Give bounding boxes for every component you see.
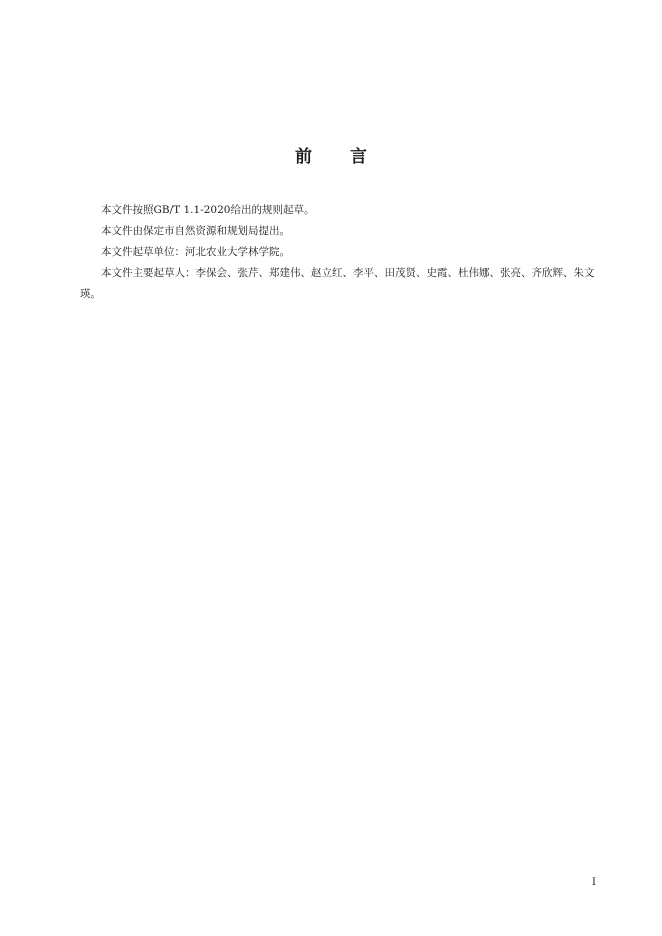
- page-number: I: [592, 877, 596, 888]
- foreword-body: [80, 200, 600, 305]
- title-char-2: 言: [350, 147, 367, 167]
- paragraph-proposer: 本文件由保定市自然资源和规划局提出。: [101, 225, 290, 237]
- paragraph-drafting-rules: 本文件按照GB/T 1.1-2020给出的规则起草。: [101, 204, 315, 216]
- section-title: [0, 142, 662, 167]
- paragraph-drafting-unit: 本文件起草单位：河北农业大学林学院。: [101, 246, 290, 258]
- paragraph-drafters: 本文件主要起草人：李保会、张芹、郑建伟、赵立红、李平、田茂贤、史霞、杜伟娜、张亮、齐欣辉、朱文瑛。: [80, 267, 595, 300]
- title-char-1: 前: [295, 147, 312, 167]
